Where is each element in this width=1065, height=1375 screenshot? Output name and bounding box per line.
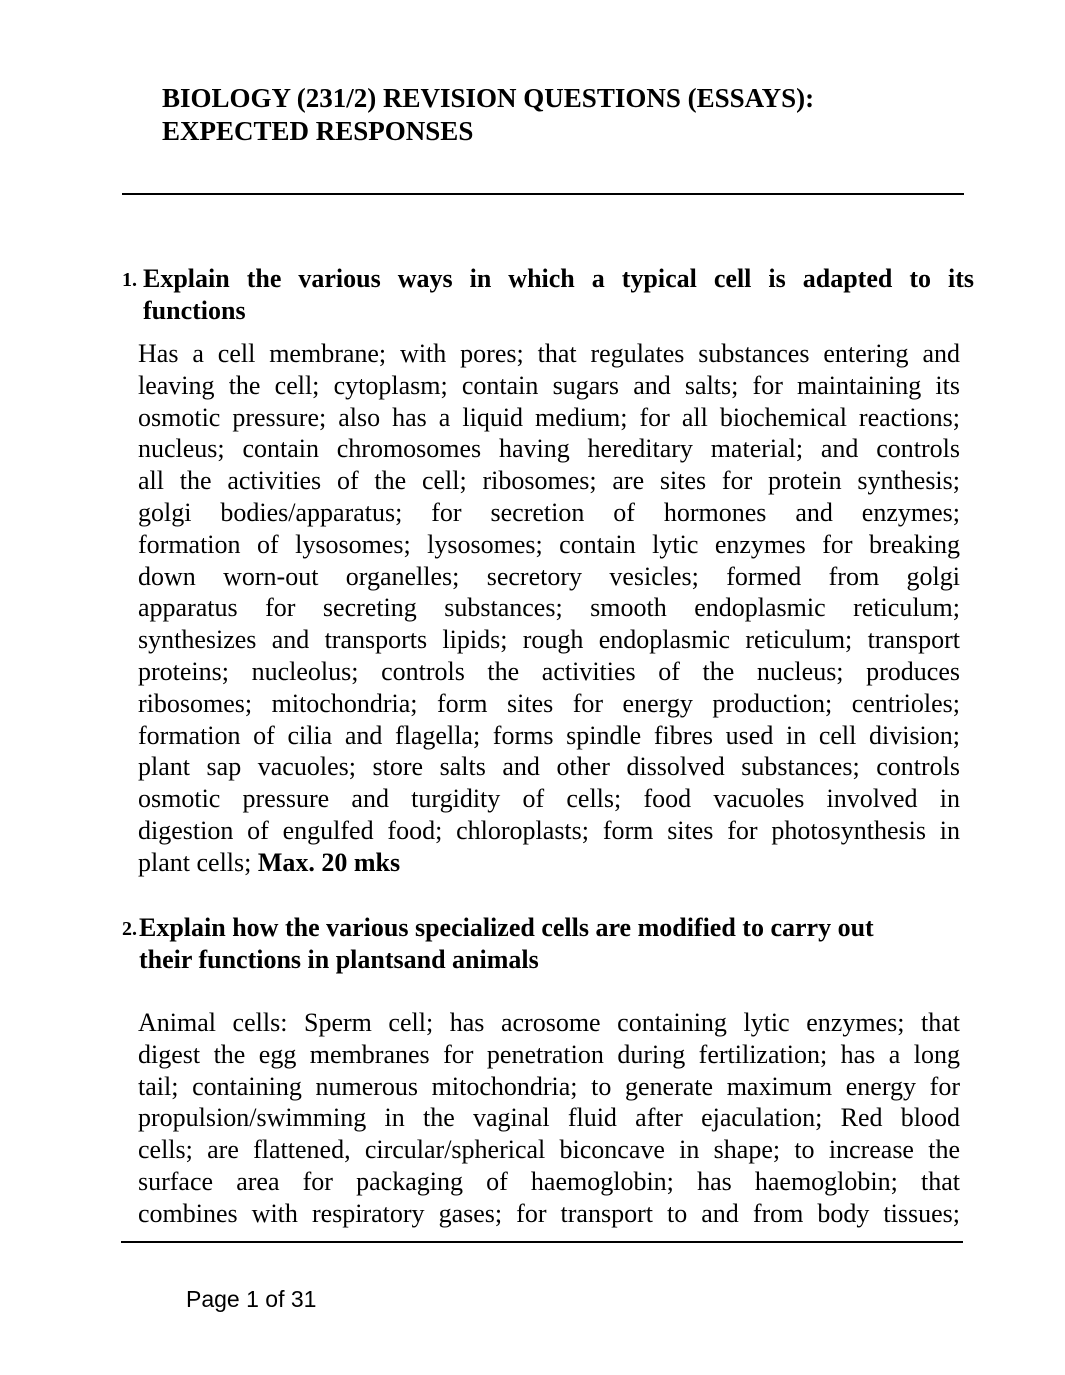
question-line: Explain how the various specialized cells are modified to carry out	[139, 913, 874, 942]
answer-line	[138, 847, 960, 879]
title-line: EXPECTED RESPONSES	[162, 116, 474, 146]
title-line: BIOLOGY (231/2) REVISION QUESTIONS (ESSAYS):	[162, 83, 815, 113]
header-divider	[122, 193, 964, 195]
answer-line: osmotic pressure; also has a liquid medium; for all biochemical reactions;	[138, 402, 960, 432]
answer-line: digestion of engulfed food; chloroplasts; form sites for photosynthesis in	[138, 815, 960, 845]
question-line: functions	[143, 296, 246, 325]
answer-line: all the activities of the cell; ribosomes; are sites for protein synthesis;	[138, 466, 960, 496]
question-number: 1.	[122, 269, 137, 291]
answer-line: nucleus; contain chromosomes having hereditary material; and controls	[138, 434, 960, 464]
answer-line: formation of cilia and flagella; forms spindle fibres used in cell division;	[138, 720, 960, 750]
answer-line: plant sap vacuoles; store salts and other dissolved substances; controls	[138, 752, 960, 782]
question-number: 2.	[122, 918, 137, 940]
answer-line: golgi bodies/apparatus; for secretion of hormones and enzymes;	[138, 497, 960, 527]
answer-line: tail; containing numerous mitochondria; to generate maximum energy for	[138, 1071, 960, 1101]
answer-line: surface area for packaging of haemoglobin; has haemoglobin; that	[138, 1166, 960, 1196]
answer-line: Has a cell membrane; with pores; that regulates substances entering and	[138, 339, 960, 368]
answer-line: down worn-out organelles; secretory vesicles; formed from golgi	[138, 561, 960, 591]
answer-line: osmotic pressure and turgidity of cells; food vacuoles involved in	[138, 784, 960, 814]
question-line: Explain the various ways in which a typical cell is adapted to its	[143, 264, 974, 293]
answer-line: cells; are flattened, circular/spherical biconcave in shape; to increase the	[138, 1135, 960, 1165]
page-number: Page 1 of 31	[186, 1286, 317, 1312]
answer-line: combines with respiratory gases; for transport to and from body tissues;	[138, 1198, 960, 1228]
answer-line: proteins; nucleolus; controls the activities of the nucleus; produces	[138, 656, 960, 686]
answer-line: propulsion/swimming in the vaginal fluid after ejaculation; Red blood	[138, 1103, 960, 1133]
answer-text	[138, 1007, 960, 1230]
answer-line: synthesizes and transports lipids; rough endoplasmic reticulum; transport	[138, 625, 960, 655]
marks-label: Max. 20 mks	[257, 847, 401, 877]
document-title	[162, 82, 922, 148]
question-heading	[139, 912, 969, 976]
answer-line: Animal cells: Sperm cell; has acrosome containing lytic enzymes; that	[138, 1008, 960, 1037]
answer-line: formation of lysosomes; lysosomes; contain lytic enzymes for breaking	[138, 529, 960, 559]
answer-line: apparatus for secreting substances; smooth endoplasmic reticulum;	[138, 593, 960, 623]
answer-line: ribosomes; mitochondria; form sites for energy production; centrioles;	[138, 688, 960, 718]
answer-text	[138, 338, 960, 879]
footer-divider	[121, 1241, 963, 1243]
answer-line-text: plant cells;	[138, 847, 252, 877]
question-heading	[143, 263, 974, 327]
question-line: their functions in plantsand animals	[139, 945, 539, 974]
answer-line: leaving the cell; cytoplasm; contain sugars and salts; for maintaining its	[138, 370, 960, 400]
answer-line: digest the egg membranes for penetration during fertilization; has a long	[138, 1039, 960, 1069]
